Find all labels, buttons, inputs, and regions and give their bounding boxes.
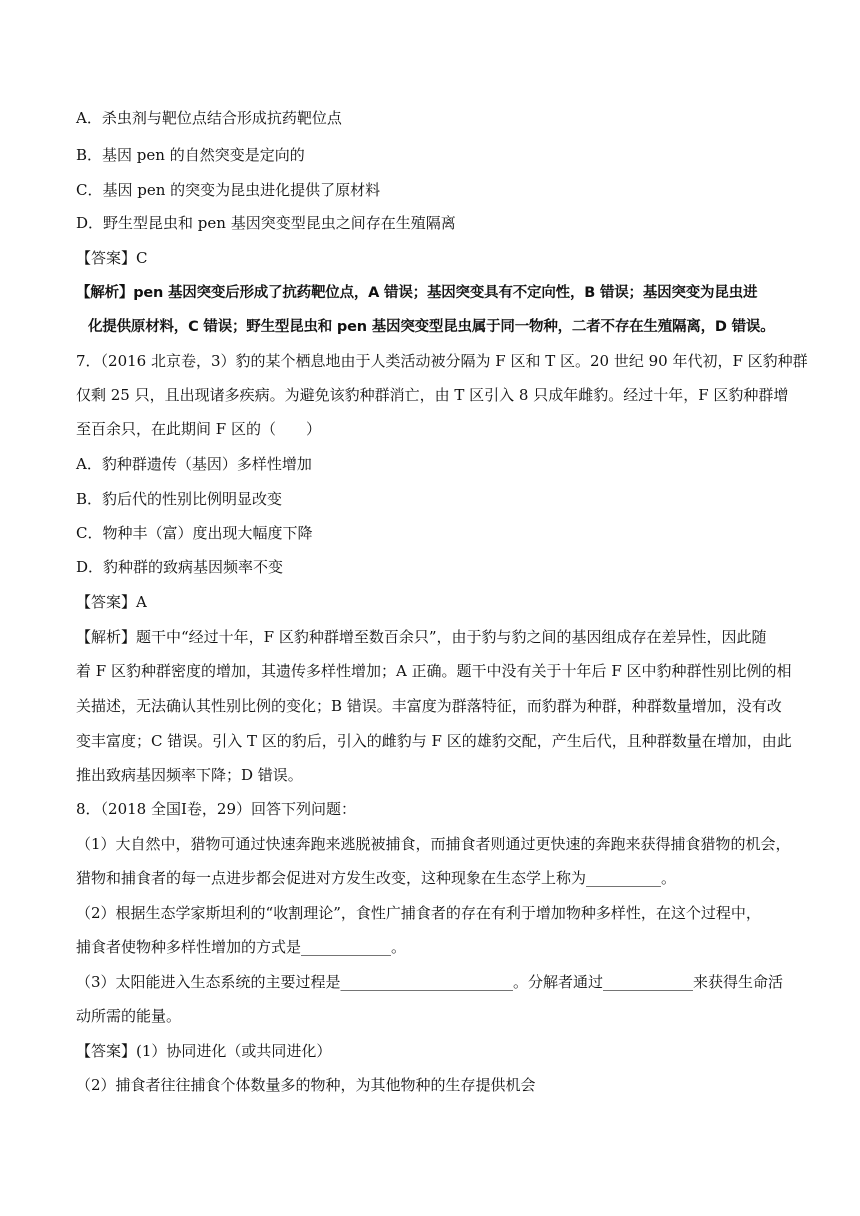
q7-analysis-line1: 【解析】题干中“经过十年，F 区豹种群增至数百余只”，由于豹与豹之间的基因组成存在差异性，因此随 — [76, 628, 767, 646]
q7-option-c: C．物种丰（富）度出现大幅度下降 — [76, 524, 313, 542]
q7-option-d: D．豹种群的致病基因频率不变 — [76, 558, 284, 576]
q8-part1-line1: （1）大自然中，猎物可通过快速奔跑来逃脱被捕食，而捕食者则通过更快速的奔跑来获得捕食猎物的机会， — [76, 835, 791, 853]
q8-answer-line1: 【答案】(1）协同进化（或共同进化） — [76, 1042, 332, 1060]
q6-option-c: C．基因 pen 的突变为昆虫进化提供了原材料 — [76, 181, 381, 199]
q7-option-b: B．豹后代的性别比例明显改变 — [76, 490, 283, 508]
q7-analysis-line4: 变丰富度；C 错误。引入 T 区的豹后，引入的雌豹与 F 区的雄豹交配，产生后代，且种群数量在增加，由此 — [76, 732, 792, 750]
q8-part3-line2: 动所需的能量。 — [76, 1007, 182, 1025]
q8-part1-line2: 猎物和捕食者的每一点进步都会促进对方发生改变，这种现象在生态学上称为__________。 — [76, 869, 677, 887]
q6-option-b: B．基因 pen 的自然突变是定向的 — [76, 146, 305, 164]
q6-analysis-line1: 【解析】pen 基因突变后形成了抗药靶位点，A 错误；基因突变具有不定向性，B 错误；基因突变为昆虫进 — [76, 285, 758, 301]
q6-answer: 【答案】C — [76, 249, 148, 267]
q6-option-d: D．野生型昆虫和 pen 基因突变型昆虫之间存在生殖隔离 — [76, 214, 456, 232]
q7-option-a: A．豹种群遗传（基因）多样性增加 — [76, 455, 312, 473]
q7-answer: 【答案】A — [76, 593, 147, 611]
q8-part2-line2: 捕食者使物种多样性增加的方式是____________。 — [76, 938, 407, 956]
q7-analysis-line3: 关描述，无法确认其性别比例的变化；B 错误。丰富度为群落特征，而豹群为种群，种群数量增加，没有改 — [76, 697, 782, 715]
q7-analysis-line5: 推出致病基因频率下降；D 错误。 — [76, 766, 303, 784]
q7-analysis-line2: 着 F 区豹种群密度的增加，其遗传多样性增加；A 正确。题干中没有关于十年后 F 区中豹种群性别比例的相 — [76, 662, 792, 680]
q8-part2-line1: （2）根据生态学家斯坦利的“收割理论”，食性广捕食者的存在有利于增加物种多样性，在这个过程中， — [76, 904, 761, 922]
q8-stem: 8．（2018 全国Ⅰ卷，29）回答下列问题： — [76, 800, 356, 818]
q8-part3-line1: （3）太阳能进入生态系统的主要过程是_______________________。分解者通过____________来获得生命活 — [76, 973, 784, 991]
q7-stem-line2: 仅剩 25 只，且出现诸多疾病。为避免该豹种群消亡，由 T 区引入 8 只成年雌豹。经过十年，F 区豹种群增 — [76, 386, 789, 404]
q6-analysis-line2: 化提供原材料，C 错误；野生型昆虫和 pen 基因突变型昆虫属于同一物种，二者不存在生殖隔离，D 错误。 — [88, 319, 775, 335]
q8-answer-line2: （2）捕食者往往捕食个体数量多的物种，为其他物种的生存提供机会 — [76, 1076, 536, 1094]
q7-stem-line3: 至百余只，在此期间 F 区的（ ） — [76, 420, 321, 438]
q7-stem-line1: 7．（2016 北京卷，3）豹的某个栖息地由于人类活动被分隔为 F 区和 T 区。20 世纪 90 年代初，F 区豹种群 — [76, 352, 808, 370]
q6-option-a: A．杀虫剂与靶位点结合形成抗药靶位点 — [76, 109, 342, 127]
